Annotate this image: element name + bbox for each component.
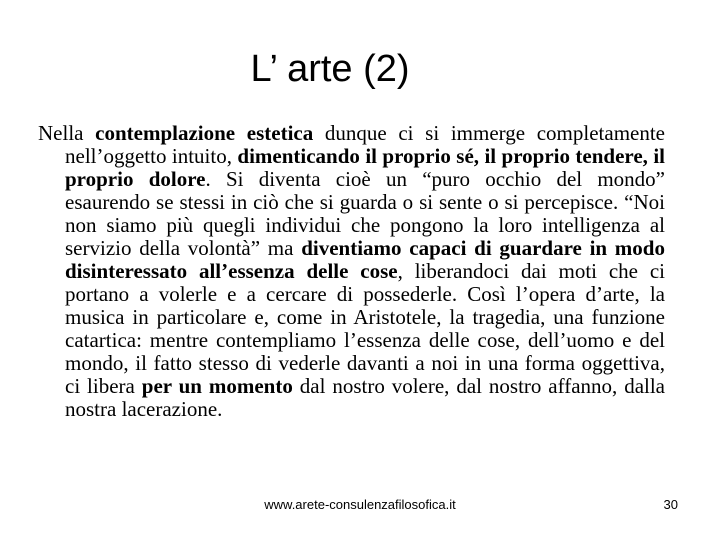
text-run: Nella (38, 121, 96, 145)
text-run: dal nostro volere, dal nostro affanno, dalla nostra lacerazione. (65, 374, 666, 421)
emphasis-run: dimenticando il proprio sé, il proprio tendere, il proprio dolore (65, 144, 666, 191)
text-run: , liberandoci dai moti che ci portano a volerle e a cercare di possederle. Così l’opera d’arte, la musica in particolare e, come in Aristotele, la tragedia, una funzione catartica: mentre contempliamo l’essenza delle cose, dell’uomo e del mondo, il fatto stesso di vederle davanti a noi in una forma oggettiva, ci libera (65, 259, 665, 398)
footer-url: www.arete-consulenzafilosofica.it (264, 497, 456, 512)
page-number: 30 (663, 497, 678, 512)
slide-body-paragraph (38, 122, 665, 421)
emphasis-run: per un momento (141, 374, 293, 398)
emphasis-run: diventiamo capaci di guardare in modo disinteressato all’essenza delle cose (65, 236, 665, 283)
text-run: dunque ci si immerge completamente nell’oggetto intuito, (65, 121, 666, 168)
text-run: . Si diventa cioè un “puro occhio del mondo” esaurendo se stessi in ciò che si guarda o si sente o si percepisce. “Noi non siamo più quegli individui che pongono la loro intelligenza al servizio della volontà” ma (65, 167, 665, 260)
slide-title: L’ arte (2) (250, 48, 410, 90)
emphasis-run: contemplazione estetica (95, 121, 314, 145)
